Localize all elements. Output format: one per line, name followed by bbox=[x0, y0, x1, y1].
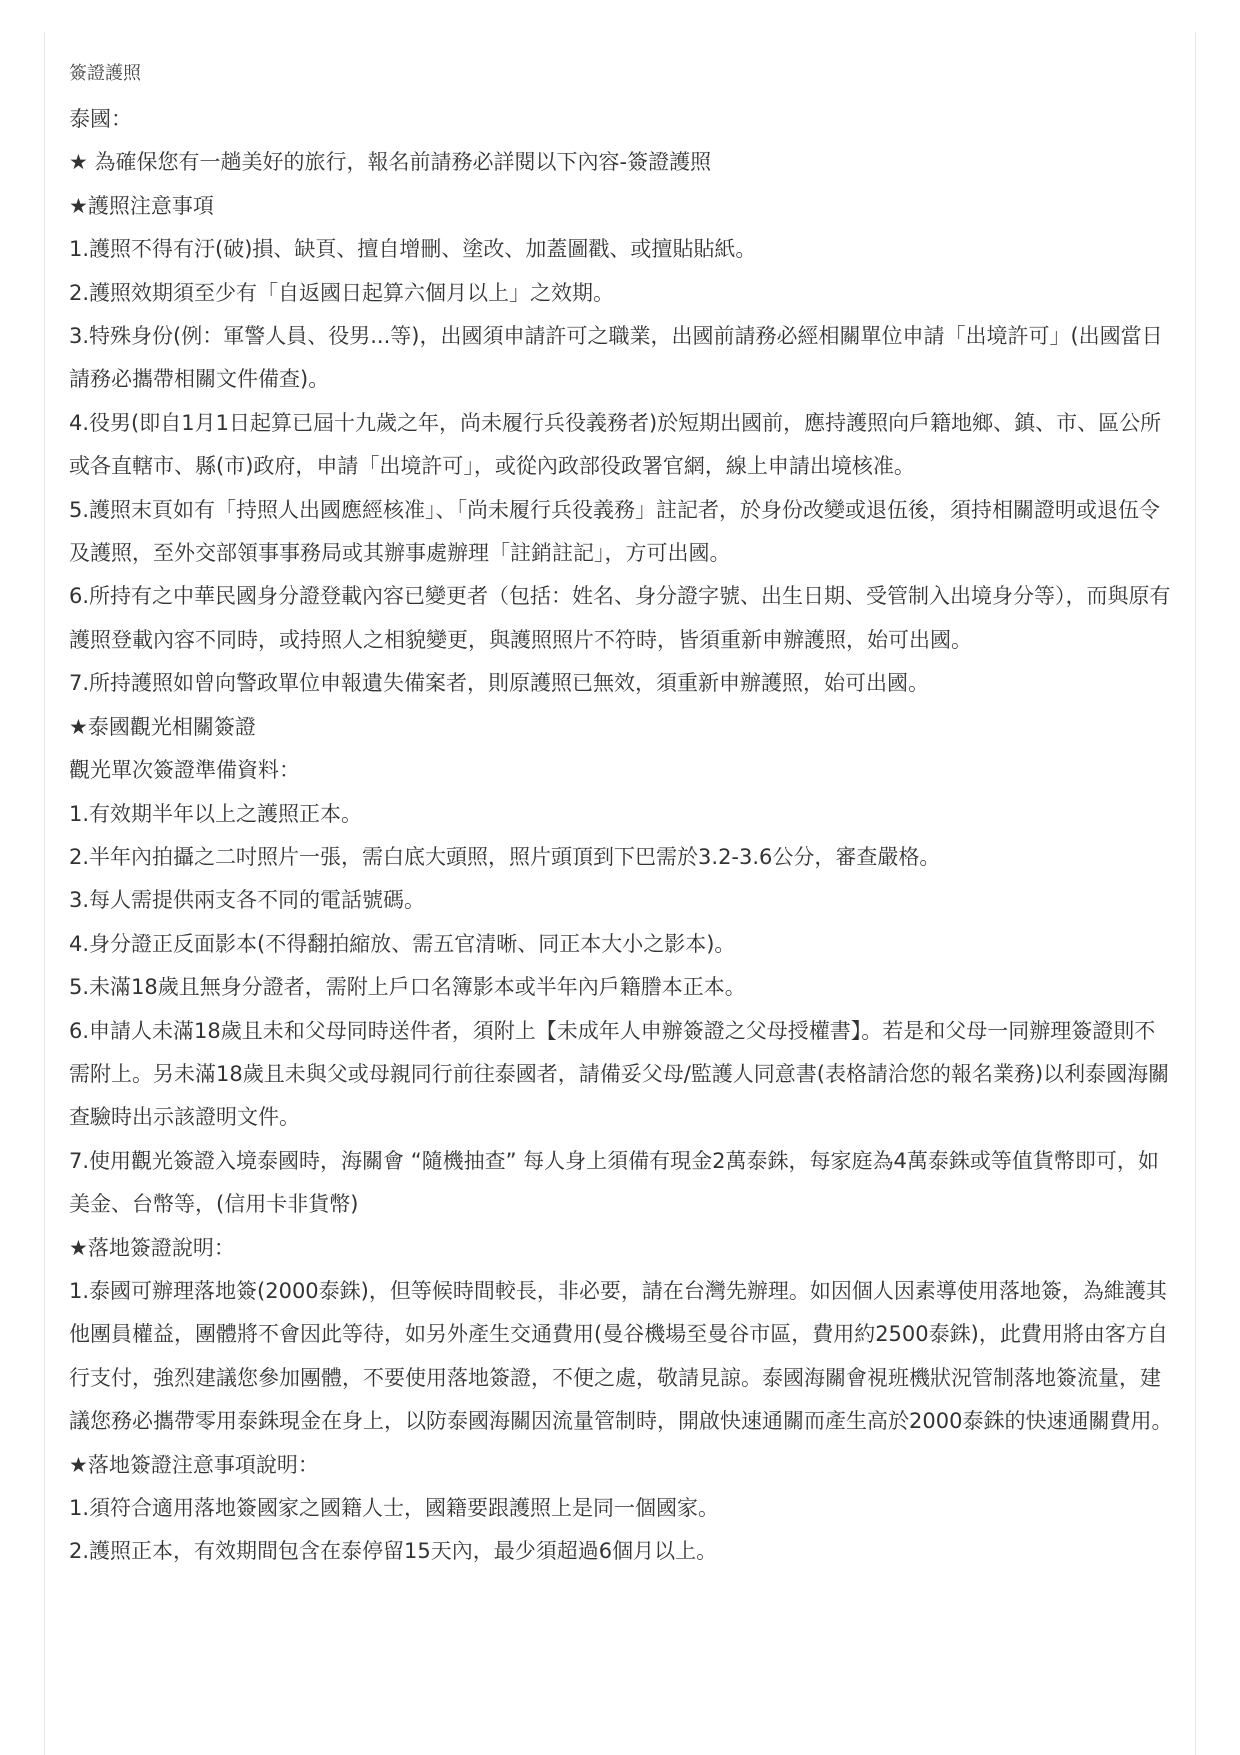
passport-note-5: 5.護照末頁如有「持照人出國應經核准」、「尚未履行兵役義務」註記者，於身份改變或退伍後，須持相關證明或退伍令及護照，至外交部領事事務局或其辦事處辦理「註銷註記」，方可出國。 bbox=[69, 497, 1161, 566]
tourist-visa-item-4: 4.身分證正反面影本(不得翻拍縮放、需五官清晰、同正本大小之影本)。 bbox=[69, 931, 736, 956]
visa-on-arrival-note-2: 2.護照正本，有效期間包含在泰停留15天內，最少須超過6個月以上。 bbox=[69, 1539, 718, 1564]
section-visa-on-arrival-notes: ★落地簽證注意事項說明： bbox=[69, 1452, 319, 1477]
passport-note-2: 2.護照效期須至少有「自返國日起算六個月以上」之效期。 bbox=[69, 280, 615, 305]
intro-notice: ★ 為確保您有一趟美好的旅行，報名前請務必詳閱以下內容-簽證護照 bbox=[69, 150, 712, 175]
tourist-visa-item-1: 1.有效期半年以上之護照正本。 bbox=[69, 801, 363, 826]
section-passport-notes: ★護照注意事項 bbox=[69, 193, 214, 218]
visa-on-arrival-item-1: 1.泰國可辦理落地簽(2000泰銖)，但等候時間較長，非必要，請在台灣先辦理。如因個人因素導使用落地簽，為維護其他團員權益，團體將不會因此等待，如另外產生交通費用(曼谷機場至曼谷市區，費用約2500泰銖)，此費用將由客方自行支付，強烈建議您參加團體，不要使用落地簽證，不便之處，敬請見諒。泰國海關會視班機狀況管制落地簽流量，建議您務必攜帶零用泰銖現金在身上，以防泰國海關因流量管制時，開啟快速通關而產生高於2000泰銖的快速通關費用。 bbox=[69, 1278, 1173, 1434]
tourist-visa-subheading: 觀光單次簽證準備資料： bbox=[69, 758, 300, 783]
passport-note-7: 7.所持護照如曾向警政單位申報遺失備案者，則原護照已無效，須重新申辦護照，始可出國。 bbox=[69, 671, 930, 696]
visa-on-arrival-note-1: 1.須符合適用落地簽國家之國籍人士，國籍要跟護照上是同一個國家。 bbox=[69, 1496, 720, 1520]
passport-note-3: 3.特殊身份(例：軍警人員、役男...等)，出國須申請許可之職業，出國前請務必經相關單位申請「出境許可」(出國當日請務必攜帶相關文件備查)。 bbox=[69, 324, 1163, 392]
tourist-visa-item-7: 7.使用觀光簽證入境泰國時，海關會 “隨機抽查” 每人身上須備有現金2萬泰銖，每家庭為4萬泰銖或等值貨幣即可，如美金、台幣等，(信用卡非貨幣) bbox=[69, 1148, 1159, 1217]
heading-thailand: 泰國： bbox=[69, 107, 132, 131]
passport-note-6: 6.所持有之中華民國身分證登載內容已變更者（包括：姓名、身分證字號、出生日期、受管制入出境身分等），而與原有護照登載內容不同時，或持照人之相貌變更，與護照照片不符時，皆須重新申辦護照，始可出國。 bbox=[69, 584, 1171, 652]
document-title: 簽證護照 bbox=[69, 63, 141, 84]
passport-note-4: 4.役男(即自1月1日起算已屆十九歲之年，尚未履行兵役義務者)於短期出國前，應持護照向戶籍地鄉、鎮、市、區公所或各直轄市、縣(市)政府，申請「出境許可」，或從內政部役政署官網，線上申請出境核准。 bbox=[69, 410, 1162, 479]
tourist-visa-item-3: 3.每人需提供兩支各不同的電話號碼。 bbox=[69, 888, 426, 913]
tourist-visa-item-2: 2.半年內拍攝之二吋照片一張，需白底大頭照，照片頭頂到下巴需於3.2-3.6公分，審查嚴格。 bbox=[69, 844, 941, 869]
tourist-visa-item-6: 6.申請人未滿18歲且未和父母同時送件者，須附上【未成年人申辦簽證之父母授權書】。若是和父母一同辦理簽證則不需附上。另未滿18歲且未與父或母親同行前往泰國者，請備妥父母/監護人同意書(表格請洽您的報名業務)以利泰國海關查驗時出示該證明文件。 bbox=[69, 1018, 1170, 1130]
tourist-visa-item-5: 5.未滿18歲且無身分證者，需附上戶口名簿影本或半年內戶籍謄本正本。 bbox=[69, 975, 746, 1000]
document-page bbox=[44, 32, 1196, 1755]
document-content bbox=[69, 56, 1173, 1574]
section-tourist-visa: ★泰國觀光相關簽證 bbox=[69, 714, 256, 739]
passport-note-1: 1.護照不得有汙(破)損、缺頁、擅自增刪、塗改、加蓋圖戳、或擅貼貼紙。 bbox=[69, 237, 757, 262]
section-visa-on-arrival: ★落地簽證說明： bbox=[69, 1235, 235, 1260]
